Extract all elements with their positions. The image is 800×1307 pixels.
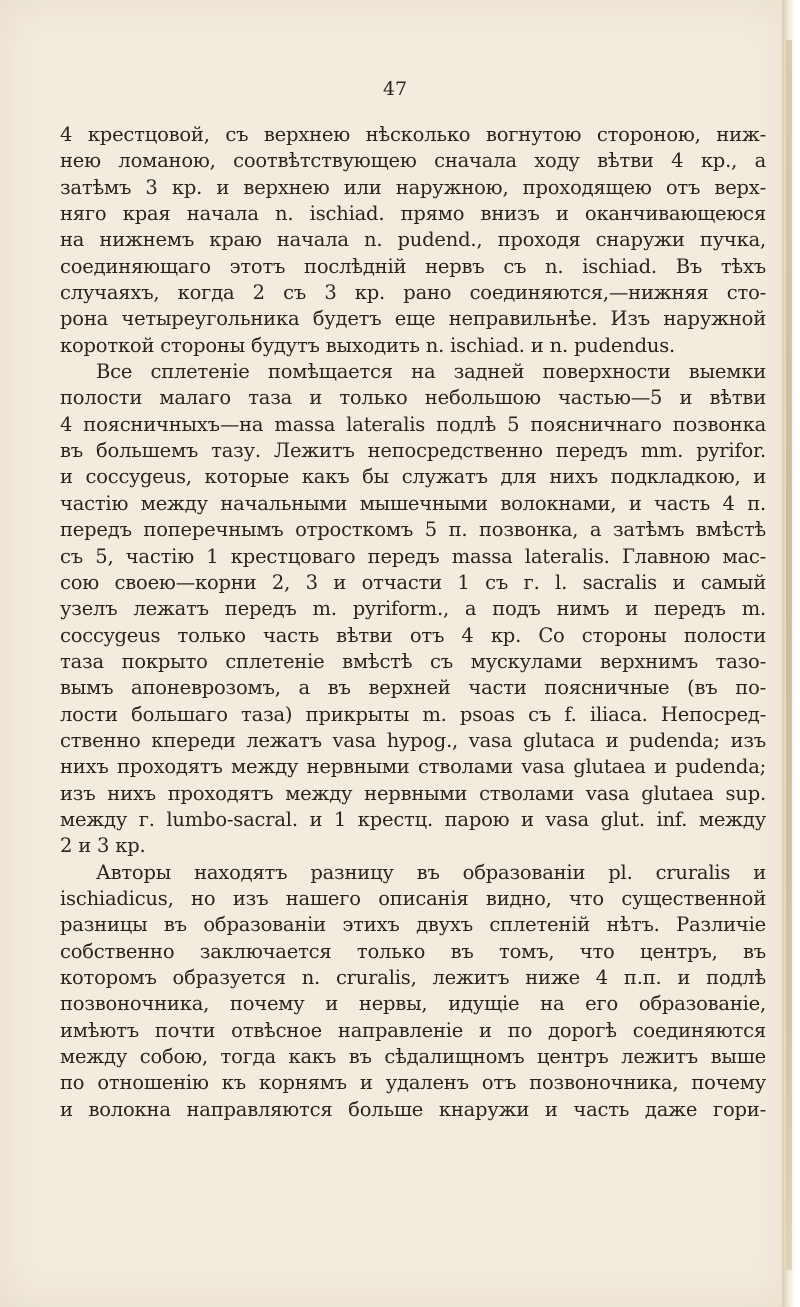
text-line: разницы въ образованіи этихъ двухъ сплетеній нѣтъ. Различіе bbox=[60, 913, 766, 937]
body-text bbox=[60, 122, 766, 1123]
text-line: узелъ лежатъ передъ m. pyriform., а подъ нимъ и передъ m. bbox=[60, 597, 766, 621]
text-line: вымъ апоневрозомъ, а въ верхней части поясничные (въ по- bbox=[60, 676, 766, 700]
text-line: нихъ проходятъ между нервными стволами vasa glutaea и pudenda; bbox=[60, 755, 766, 779]
page-edge-shadow bbox=[786, 40, 792, 1270]
text-line: 4 крестцовой, съ верхнею нѣсколько вогнутою стороною, ниж- bbox=[60, 123, 766, 146]
text-line: Авторы находятъ разницу въ образованіи pl. cruralis и bbox=[96, 860, 766, 884]
text-line: имѣютъ почти отвѣсное направленіе и по дорогѣ соединяются bbox=[60, 1018, 766, 1042]
page-edge bbox=[782, 0, 800, 1307]
text-line: между г. lumbo-sacral. и 1 крестц. парою и vasa glut. inf. между bbox=[60, 807, 766, 831]
text-line: ischiadicus, но изъ нашего описанія видно, что существенной bbox=[60, 886, 766, 910]
text-line: частію между начальными мышечными волокнами, и часть 4 п. bbox=[60, 491, 766, 515]
text-line: позвоночника, почему и нервы, идущіе на его образованіе, bbox=[60, 992, 766, 1016]
text-line: лости большаго таза) прикрыты m. psoas съ f. iliaca. Непосред- bbox=[60, 702, 766, 726]
text-line: и coccygeus, которые какъ бы служатъ для нихъ подкладкою, и bbox=[60, 465, 766, 489]
text-line: соединяющаго этотъ послѣдній нервъ съ n. ischiad. Въ тѣхъ bbox=[60, 254, 766, 278]
text-line: няго края начала n. ischiad. прямо внизъ и оканчивающеюся bbox=[60, 202, 766, 226]
text-line: между собою, тогда какъ въ сѣдалищномъ центръ лежитъ выше bbox=[60, 1045, 766, 1069]
text-line: на нижнемъ краю начала n. pudend., проходя снаружи пучка, bbox=[60, 228, 766, 252]
text-line: изъ нихъ проходятъ между нервными стволами vasa glutaea sup. bbox=[60, 781, 766, 805]
text-line: по отношенію къ корнямъ и удаленъ отъ позвоночника, почему bbox=[60, 1071, 766, 1095]
page-number: 47 bbox=[382, 78, 408, 100]
text-line: таза покрыто сплетеніе вмѣстѣ съ мускулами верхнимъ тазо- bbox=[60, 649, 766, 673]
text-line: полости малаго таза и только небольшою частью—5 и вѣтви bbox=[60, 386, 766, 410]
text-line: сою своею—корни 2, 3 и отчасти 1 съ г. l. sacralis и самый bbox=[60, 570, 766, 594]
text-line: нею ломаною, соотвѣтствующею сначала ходу вѣтви 4 кр., а bbox=[60, 149, 766, 173]
text-line: ственно кпереди лежатъ vasa hypog., vasa glutaca и pudenda; изъ bbox=[60, 728, 766, 752]
text-line: Все сплетеніе помѣщается на задней поверхности выемки bbox=[96, 360, 766, 384]
text-line: и волокна направляются больше кнаружи и часть даже гори- bbox=[60, 1097, 766, 1121]
text-line: 4 поясничныхъ—на massa lateralis подлѣ 5 поясничнаго позвонка bbox=[60, 412, 766, 436]
text-line: съ 5, частію 1 крестцоваго передъ massa lateralis. Главною мас- bbox=[60, 544, 766, 568]
text-line: въ большемъ тазу. Лежитъ непосредственно передъ mm. pyrifor. bbox=[60, 439, 766, 463]
text-line: которомъ образуется n. cruralis, лежитъ ниже 4 п.п. и подлѣ bbox=[60, 966, 766, 989]
text-line: случаяхъ, когда 2 съ 3 кр. рано соединяются,—нижняя сто- bbox=[60, 281, 766, 305]
text-line: coccygeus только часть вѣтви отъ 4 кр. Со стороны полости bbox=[60, 623, 766, 647]
text-line: короткой стороны будутъ выходить n. ischiad. и n. pudendus. bbox=[60, 333, 676, 357]
text-line: затѣмъ 3 кр. и верхнею или наружною, проходящею отъ верх- bbox=[60, 175, 766, 199]
text-line: 2 и 3 кр. bbox=[60, 834, 146, 858]
text-line: собственно заключается только въ томъ, что центръ, въ bbox=[60, 939, 766, 963]
text-line: рона четыреугольника будетъ еще неправильнѣе. Изъ наружной bbox=[60, 307, 766, 331]
text-line: передъ поперечнымъ отросткомъ 5 п. позвонка, а затѣмъ вмѣстѣ bbox=[60, 518, 766, 542]
